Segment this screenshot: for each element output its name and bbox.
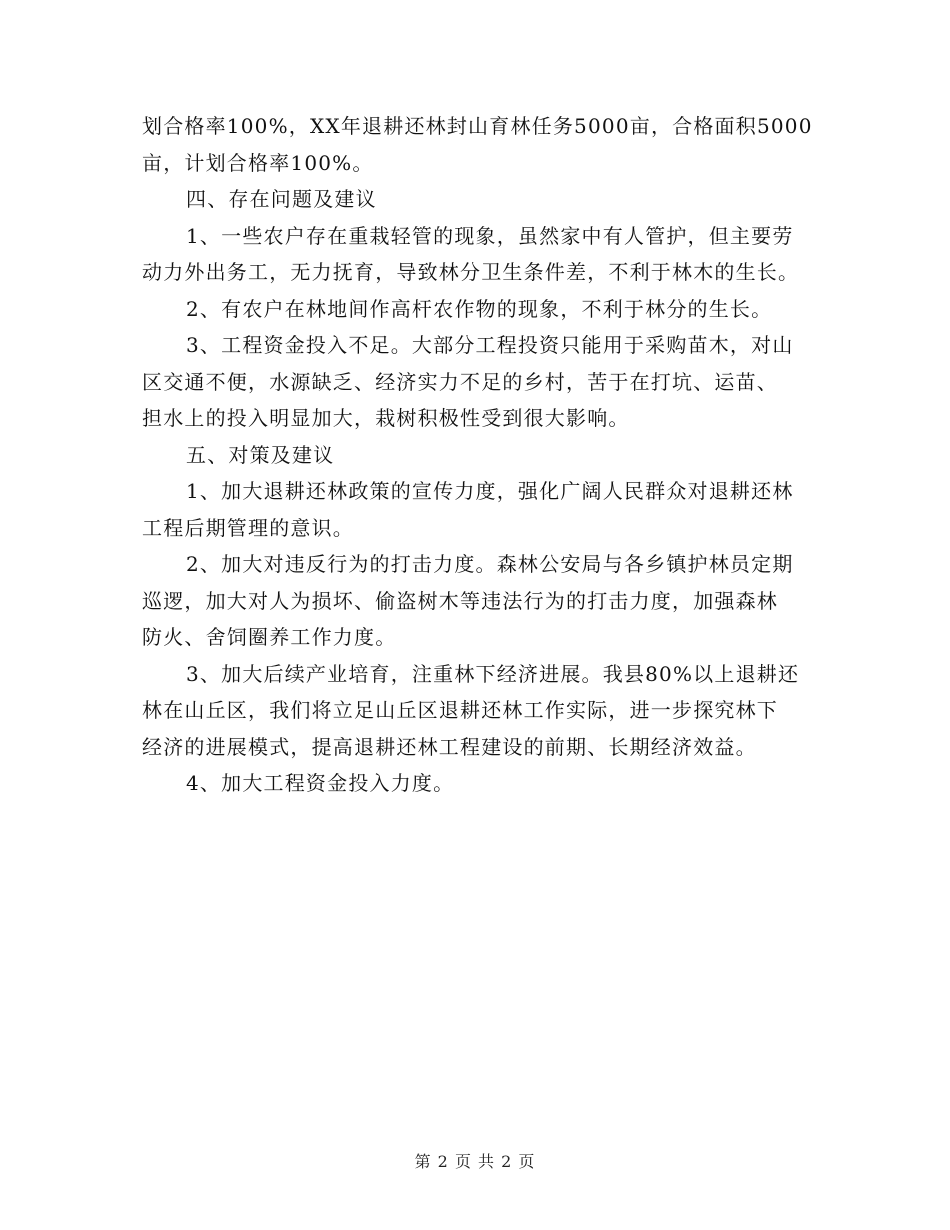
- page-footer: 第 2 页 共 2 页: [414, 1152, 536, 1171]
- text-line: 划合格率100%，XX年退耕还林封山育林任务5000亩，合格面积5000: [142, 114, 813, 138]
- text-line: 动力外出务工，无力抚育，导致林分卫生条件差，不利于林木的生长。: [142, 260, 800, 284]
- text-line: 经济的进展模式，提高退耕还林工程建设的前期、长期经济效益。: [142, 734, 757, 759]
- text-line: 五、对策及建议: [186, 442, 335, 467]
- text-line: 3、加大后续产业培育，注重林下经济进展。我县80%以上退耕还: [186, 661, 800, 686]
- text-line: 1、一些农户存在重栽轻管的现象，虽然家中有人管护，但主要劳: [186, 223, 794, 248]
- text-line: 林在山丘区，我们将立足山丘区退耕还林工作实际，进一步探究林下: [142, 698, 778, 722]
- text-line: 区交通不便，水源缺乏、经济实力不足的乡村，苦于在打坑、运苗、: [142, 369, 778, 394]
- text-line: 巡逻，加大对人为损坏、偷盗树木等违法行为的打击力度，加强森林: [142, 588, 778, 613]
- text-line: 3、工程资金投入不足。大部分工程投资只能用于采购苗木，对山: [186, 333, 794, 357]
- text-line: 亩，计划合格率100%。: [142, 150, 374, 175]
- text-line: 2、有农户在林地间作高杆农作物的现象，不利于林分的生长。: [186, 296, 773, 321]
- text-line: 四、存在问题及建议: [186, 187, 377, 211]
- text-line: 2、加大对违反行为的打击力度。森林公安局与各乡镇护林员定期: [186, 552, 794, 576]
- text-line: 4、加大工程资金投入力度。: [186, 771, 455, 795]
- text-line: 工程后期管理的意识。: [142, 515, 354, 540]
- text-line: 防火、舍饲圈养工作力度。: [142, 625, 397, 649]
- document-body: [142, 108, 812, 802]
- text-line: 担水上的投入明显加大，栽树积极性受到很大影响。: [142, 406, 630, 430]
- text-line: 1、加大退耕还林政策的宣传力度，强化广阔人民群众对退耕还林: [186, 479, 794, 503]
